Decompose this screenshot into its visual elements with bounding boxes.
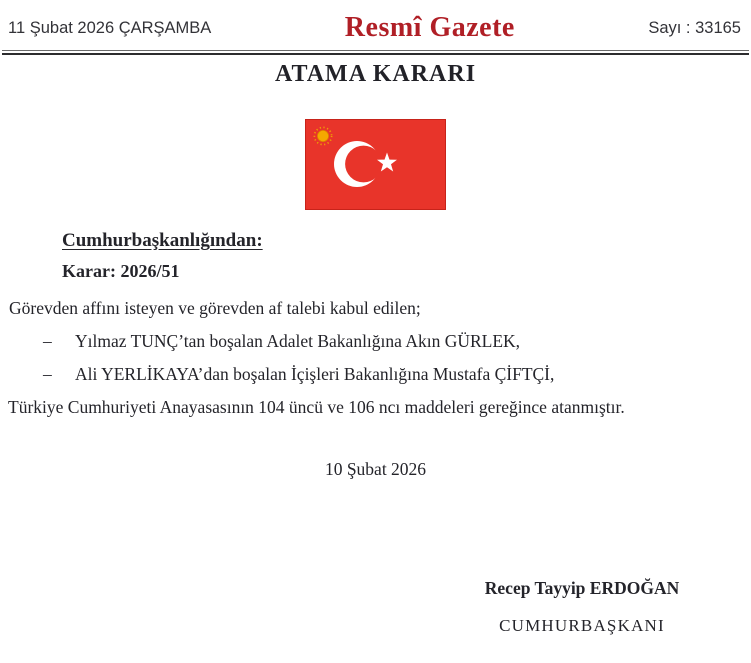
appointment-text: Ali YERLİKAYA’dan boşalan İçişleri Bakanlığına Mustafa ÇİFTÇİ,: [75, 364, 555, 384]
masthead-date: 11 Şubat 2026 ÇARŞAMBA: [8, 18, 212, 37]
appointment-item: [43, 331, 751, 352]
appointment-item: [43, 364, 751, 385]
signature-block: [467, 578, 697, 636]
gazette-title: Resmî Gazete: [344, 12, 515, 43]
issuing-authority: Cumhurbaşkanlığından:: [62, 230, 263, 251]
appointment-text: Yılmaz TUNÇ’tan boşalan Adalet Bakanlığına Akın GÜRLEK,: [75, 331, 521, 351]
flag-container: [0, 119, 751, 210]
decree-intro: Görevden affını isteyen ve görevden af talebi kabul edilen;: [9, 298, 421, 318]
decree-closing: Türkiye Cumhuriyeti Anayasasının 104 üncü ve 106 ncı maddeleri gereğince atanmıştır.: [8, 397, 625, 417]
decree-body: [0, 230, 751, 480]
signatory-name: Recep Tayyip ERDOĞAN: [484, 578, 680, 598]
issue-number: Sayı : 33165: [648, 18, 741, 37]
item-dash: –: [43, 331, 52, 351]
decree-title: ATAMA KARARI: [274, 61, 477, 87]
masthead-divider: [2, 50, 749, 55]
item-dash: –: [43, 364, 52, 384]
masthead: [0, 0, 751, 48]
decision-date: 10 Şubat 2026: [324, 459, 427, 479]
signatory-title: CUMHURBAŞKANI: [499, 616, 665, 635]
decision-number: Karar: 2026/51: [62, 261, 180, 281]
turkish-presidential-flag-icon: [305, 119, 446, 210]
